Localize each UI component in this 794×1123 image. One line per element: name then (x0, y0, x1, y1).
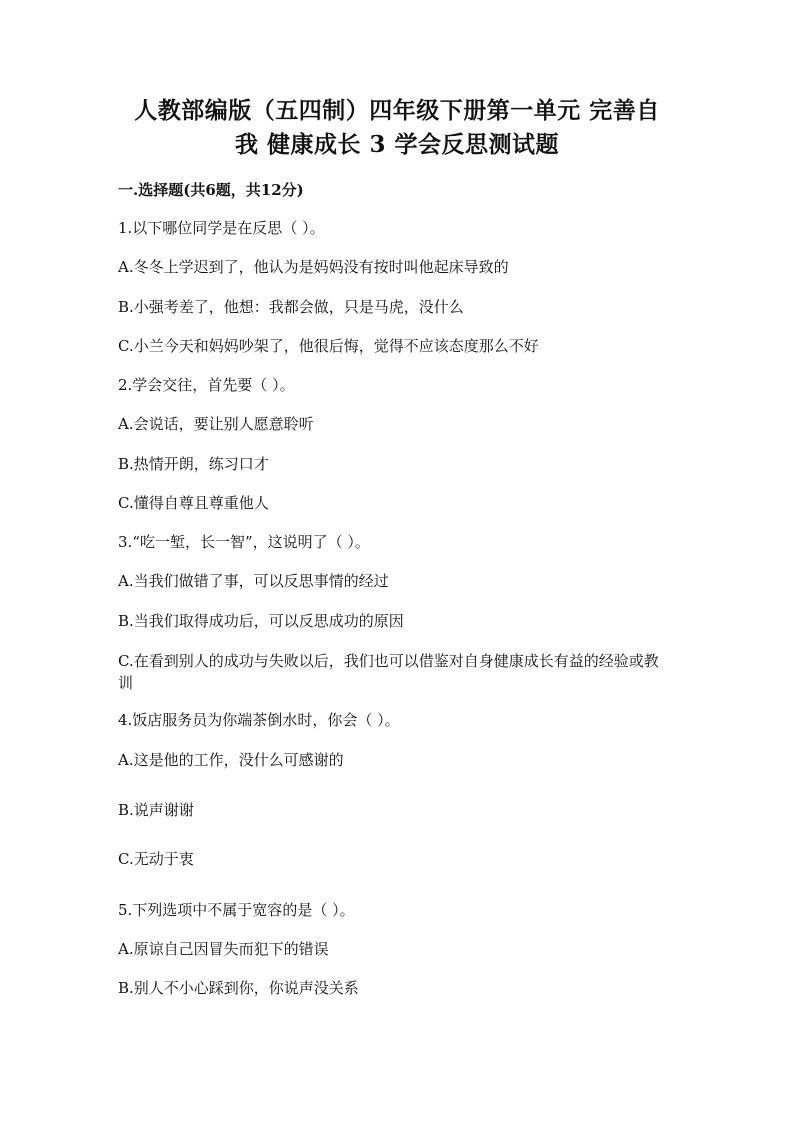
question-3-stem: 3.“吃一堑，长一智”，这说明了（ ）。 (118, 533, 370, 551)
question-2-option-c: C.懂得自尊且尊重他人 (118, 494, 269, 512)
question-4-option-c: C.无动于衷 (118, 850, 194, 868)
question-1-option-b: B.小强考差了，他想：我都会做，只是马虎，没什么 (118, 298, 464, 316)
question-4-option-a: A.这是他的工作，没什么可感谢的 (118, 751, 344, 769)
question-1-stem: 1.以下哪位同学是在反思（ ）。 (118, 219, 325, 237)
question-5-option-a: A.原谅自己因冒失而犯下的错误 (118, 940, 329, 958)
question-5-stem: 5.下列选项中不属于宽容的是（ ）。 (118, 901, 355, 919)
question-3-option-b: B.当我们取得成功后，可以反思成功的原因 (118, 612, 404, 630)
document-title-line-1: 人教部编版（五四制）四年级下册第一单元 完善自 (134, 97, 660, 124)
question-2-stem: 2.学会交往，首先要（ ）。 (118, 376, 295, 394)
question-3-option-a: A.当我们做错了事，可以反思事情的经过 (118, 572, 389, 590)
question-4-option-b: B.说声谢谢 (118, 801, 194, 819)
section-heading: 一.选择题(共6题，共12分) (118, 181, 304, 199)
question-1-option-c: C.小兰今天和妈妈吵架了，他很后悔，觉得不应该态度那么不好 (118, 337, 539, 355)
question-2-option-a: A.会说话，要让别人愿意聆听 (118, 415, 314, 433)
question-2-option-b: B.热情开朗，练习口才 (118, 455, 269, 473)
question-1-option-a: A.冬冬上学迟到了，他认为是妈妈没有按时叫他起床导致的 (118, 258, 509, 276)
question-5-option-b: B.别人不小心踩到你，你说声没关系 (118, 979, 359, 997)
question-4-stem: 4.饭店服务员为你端茶倒水时，你会（ ）。 (118, 711, 400, 729)
question-3-option-c: C.在看到别人的成功与失败以后，我们也可以借鉴对自身健康成长有益的经验或教训 (118, 652, 659, 692)
document-title-line-2: 我 健康成长 3 学会反思测试题 (234, 131, 560, 158)
